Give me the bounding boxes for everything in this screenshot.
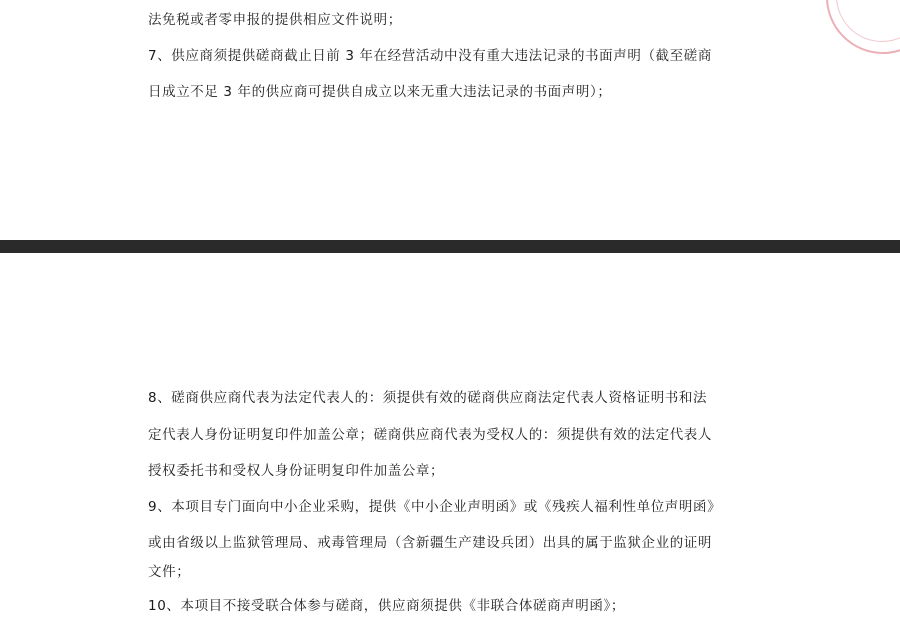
paragraph-line: 10、本项目不接受联合体参与磋商，供应商须提供《非联合体磋商声明函》；	[148, 598, 625, 614]
paragraph-line: 或由省级以上监狱管理局、戒毒管理局（含新疆生产建设兵团）出具的属于监狱企业的证明	[148, 535, 712, 551]
paragraph-line: 授权委托书和受权人身份证明复印件加盖公章；	[148, 463, 445, 479]
paragraph-line: 7、供应商须提供磋商截止日前 3 年在经营活动中没有重大违法记录的书面声明（截至磋商	[148, 48, 712, 64]
paragraph-line: 日成立不足 3 年的供应商可提供自成立以来无重大违法记录的书面声明）；	[148, 84, 612, 100]
document-page-top	[0, 0, 900, 240]
paragraph-line: 文件；	[148, 564, 191, 580]
document-page-bottom	[0, 253, 900, 623]
paragraph-line: 9、本项目专门面向中小企业采购，提供《中小企业声明函》或《残疾人福利性单位声明函》	[148, 499, 722, 515]
page-separator	[0, 240, 900, 253]
paragraph-line: 定代表人身份证明复印件加盖公章；磋商供应商代表为受权人的：须提供有效的法定代表人	[148, 427, 712, 443]
paragraph-line: 8、磋商供应商代表为法定代表人的：须提供有效的磋商供应商法定代表人资格证明书和法	[148, 390, 708, 406]
paragraph-line: 法免税或者零申报的提供相应文件说明；	[148, 12, 402, 28]
red-seal-stamp	[826, 0, 900, 54]
